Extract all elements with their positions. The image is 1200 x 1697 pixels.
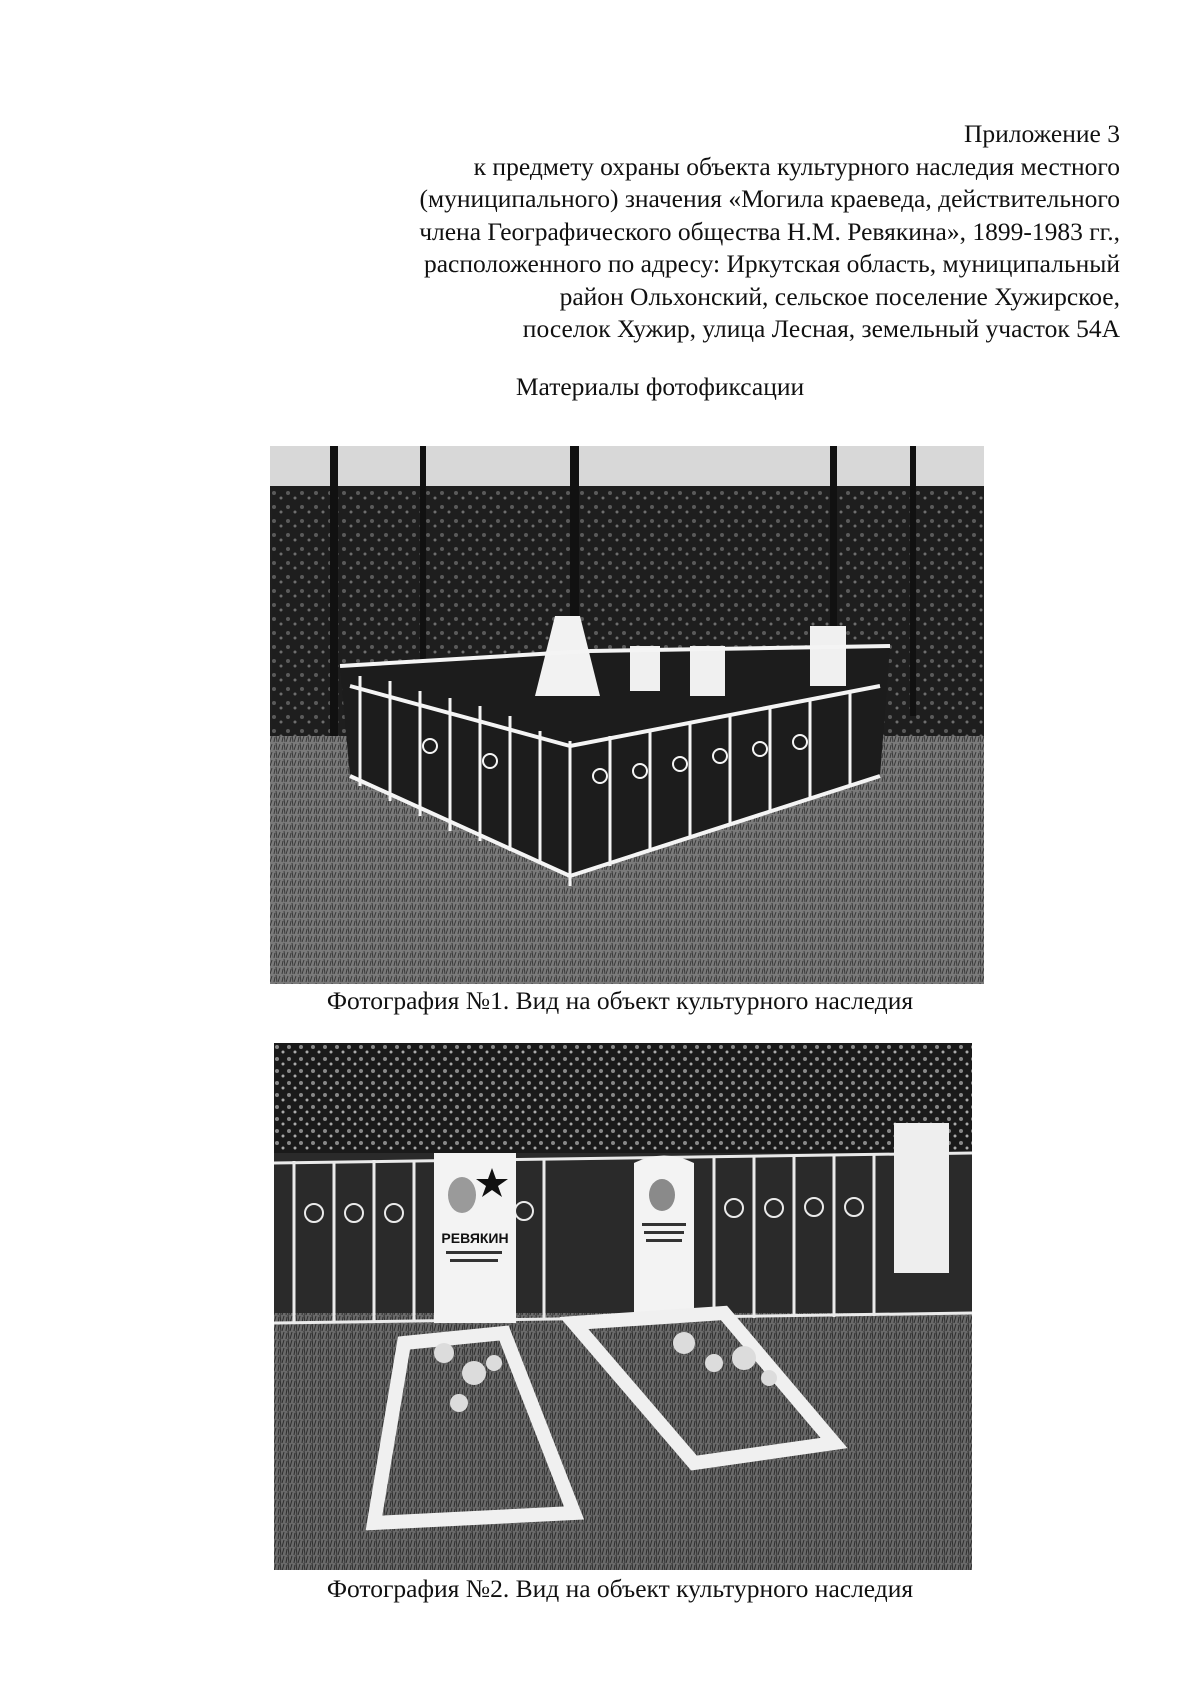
header-line: члена Географического общества Н.М. Ревякина», 1899-1983 гг.,	[419, 216, 1120, 246]
photo-1-grave-overview	[270, 446, 984, 984]
photo-2-gravestones	[274, 1043, 972, 1570]
appendix-title: Приложение 3	[964, 119, 1120, 148]
header-line: район Ольхонский, сельское поселение Хужирское,	[559, 281, 1120, 311]
header-line: (муниципального) значения «Могила краеведа, действительного	[419, 184, 1120, 213]
appendix-header	[419, 118, 1120, 346]
header-line: к предмету охраны объекта культурного наследия местного	[473, 151, 1120, 181]
photo-1-caption: Фотография №1. Вид на объект культурного наследия	[326, 986, 914, 1015]
photo-1-image	[270, 446, 984, 984]
photo-2-image	[274, 1043, 972, 1570]
header-line: поселок Хужир, улица Лесная, земельный участок 54А	[522, 314, 1120, 343]
photo-2-caption: Фотография №2. Вид на объект культурного наследия	[326, 1574, 914, 1603]
section-title: Материалы фотофиксации	[515, 372, 805, 401]
header-line: расположенного по адресу: Иркутская область, муниципальный	[423, 249, 1120, 278]
stone-inscription: РЕВЯКИН	[441, 1230, 509, 1246]
